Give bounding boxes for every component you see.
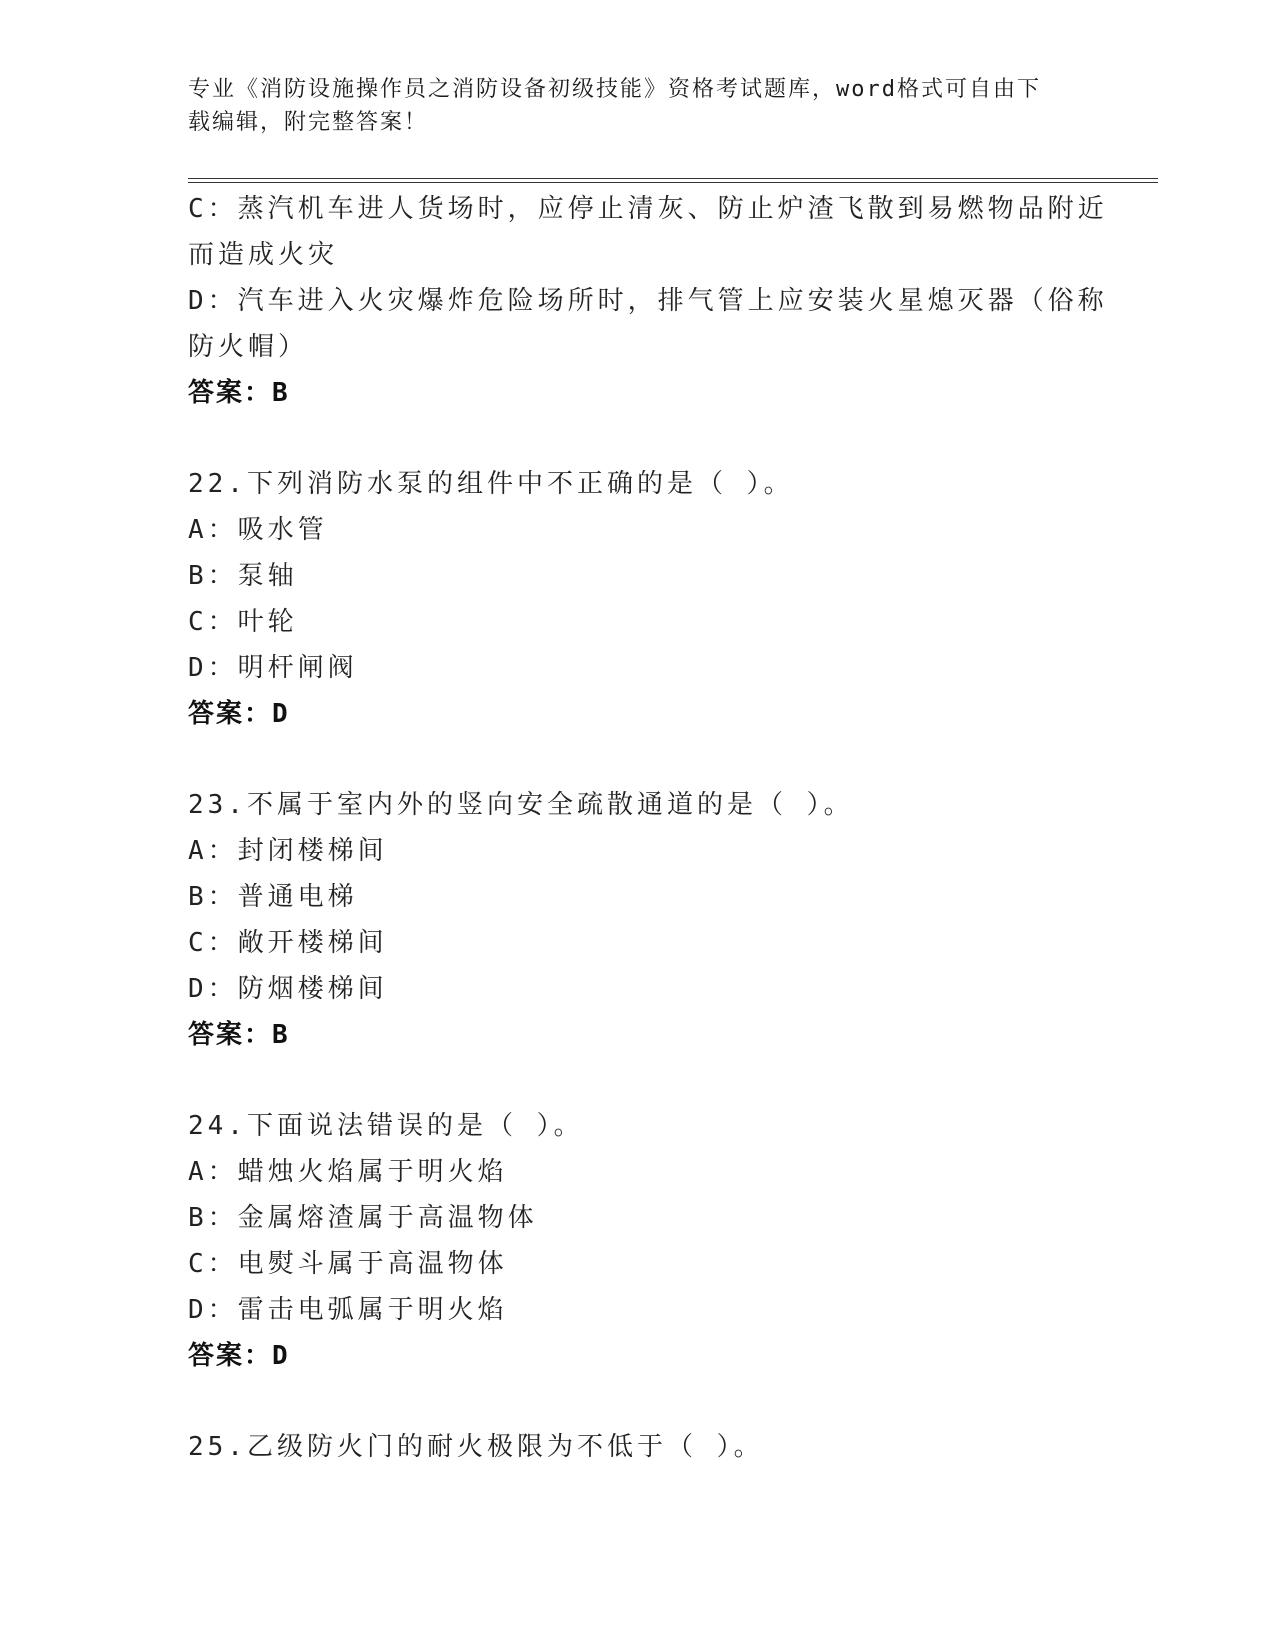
option-a: A：吸水管 bbox=[188, 515, 328, 545]
spacer bbox=[188, 416, 1088, 461]
answer: 答案：B bbox=[188, 378, 290, 408]
option-a: A：蜡烛火焰属于明火焰 bbox=[188, 1157, 508, 1187]
option-c: C：电熨斗属于高温物体 bbox=[188, 1249, 508, 1279]
spacer bbox=[188, 1058, 1088, 1103]
spacer bbox=[188, 737, 1088, 782]
answer: 答案：B bbox=[188, 1020, 290, 1050]
header-line-2: 载编辑，附完整答案！ bbox=[188, 110, 429, 135]
question-list bbox=[188, 186, 1108, 1470]
question-22 bbox=[188, 461, 1088, 737]
option-d: D：防烟楼梯间 bbox=[188, 974, 388, 1004]
option-c: C：叶轮 bbox=[188, 607, 298, 637]
question-21-continued bbox=[188, 186, 1108, 416]
option-c: C：敞开楼梯间 bbox=[188, 928, 388, 958]
option-b: B：泵轴 bbox=[188, 561, 298, 591]
question-24 bbox=[188, 1103, 1088, 1379]
answer: 答案：D bbox=[188, 1341, 290, 1371]
question-stem: 24.下面说法错误的是（ ）。 bbox=[188, 1111, 584, 1141]
question-23 bbox=[188, 782, 1088, 1058]
option-a: A：封闭楼梯间 bbox=[188, 836, 388, 866]
question-25 bbox=[188, 1424, 1088, 1470]
question-stem: 23.不属于室内外的竖向安全疏散通道的是（ ）。 bbox=[188, 790, 854, 820]
question-stem: 22.下列消防水泵的组件中不正确的是（ ）。 bbox=[188, 469, 794, 499]
option-d: D：明杆闸阀 bbox=[188, 653, 358, 683]
option-d: D：汽车进入火灾爆炸危险场所时，排气管上应安装火星熄灭器（俗称 bbox=[188, 286, 1108, 316]
document-header bbox=[188, 73, 1078, 139]
question-stem: 25.乙级防火门的耐火极限为不低于（ ）。 bbox=[188, 1432, 764, 1462]
header-divider bbox=[188, 178, 1158, 183]
option-b: B：普通电梯 bbox=[188, 882, 358, 912]
header-line-1: 专业《消防设施操作员之消防设备初级技能》资格考试题库，word格式可自由下 bbox=[188, 77, 1041, 102]
answer: 答案：D bbox=[188, 699, 290, 729]
spacer bbox=[188, 1379, 1088, 1424]
option-c: C：蒸汽机车进人货场时，应停止清灰、防止炉渣飞散到易燃物品附近 bbox=[188, 194, 1108, 224]
option-d: D：雷击电弧属于明火焰 bbox=[188, 1295, 508, 1325]
option-d-continued: 防火帽） bbox=[188, 332, 309, 362]
option-b: B：金属熔渣属于高温物体 bbox=[188, 1203, 538, 1233]
option-c-continued: 而造成火灾 bbox=[188, 240, 339, 270]
